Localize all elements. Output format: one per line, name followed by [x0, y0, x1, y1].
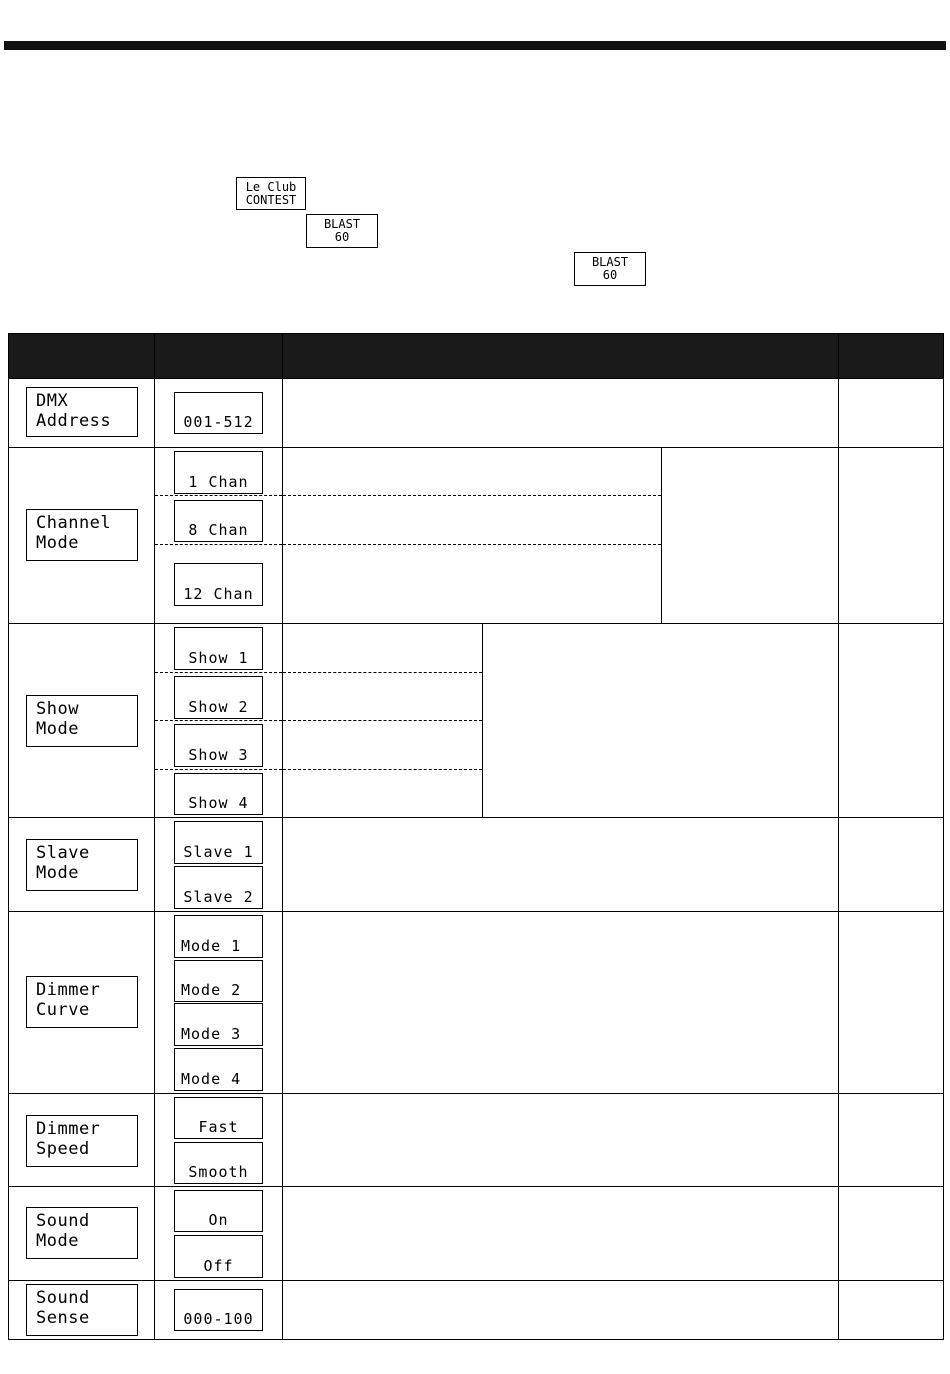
option-lcd: Slave 2 — [174, 866, 263, 909]
lcd-line: Dimmer — [36, 980, 101, 1000]
lcd-line: DMX — [36, 391, 69, 411]
lcd-line: Dimmer — [36, 1119, 101, 1139]
lcd-line: Sound — [36, 1211, 90, 1231]
option-lcd: Show 3 — [174, 724, 263, 767]
lcd-line: Mode — [36, 863, 79, 883]
lcd-line: Show — [36, 699, 79, 719]
column-divider — [482, 624, 483, 817]
lcd-line: Mode — [36, 719, 79, 739]
table-header — [9, 334, 944, 379]
row-divider — [155, 672, 282, 673]
option-lcd: Show 2 — [174, 676, 263, 719]
row-divider — [283, 495, 661, 496]
row-divider — [283, 544, 661, 545]
header-cell — [839, 334, 944, 379]
option-lcd: 000-100 — [174, 1289, 263, 1331]
table-row — [9, 448, 944, 624]
lcd-line: BLAST — [591, 255, 629, 270]
menu-lcd-sound-mode — [26, 1207, 138, 1259]
table-row — [9, 818, 944, 912]
header-cell — [155, 334, 283, 379]
option-lcd: Smooth — [174, 1142, 263, 1184]
option-lcd: Fast — [174, 1097, 263, 1139]
option-lcd: 001-512 — [174, 392, 263, 434]
lcd-line: Le Club — [245, 179, 297, 194]
table-row — [9, 1281, 944, 1340]
menu-table — [8, 333, 944, 1340]
row-divider — [283, 720, 482, 721]
lcd-line: CONTEST — [245, 192, 297, 207]
lcd-line: 60 — [602, 268, 618, 282]
lcd-line: Slave — [36, 843, 90, 863]
row-divider — [155, 544, 282, 545]
lcd-line: Mode — [36, 533, 79, 553]
option-lcd: 12 Chan — [174, 563, 263, 606]
lcd-le-club-contest — [236, 177, 306, 210]
lcd-line: 60 — [334, 230, 350, 244]
option-lcd: Mode 2 — [174, 960, 263, 1002]
option-lcd: 1 Chan — [174, 451, 263, 494]
menu-lcd-dmx-address — [26, 387, 138, 437]
column-divider — [661, 448, 662, 623]
lcd-blast-60 — [306, 214, 378, 248]
header-cell — [283, 334, 839, 379]
option-lcd: Mode 3 — [174, 1003, 263, 1046]
menu-lcd-sound-sense — [26, 1284, 138, 1336]
table-row — [9, 624, 944, 818]
lcd-line: Channel — [36, 513, 112, 533]
header-rule — [4, 41, 946, 50]
menu-lcd-dimmer-speed — [26, 1115, 138, 1167]
lcd-line: Address — [36, 411, 112, 431]
table-row — [9, 1094, 944, 1187]
option-lcd: Off — [174, 1235, 263, 1278]
option-lcd: 8 Chan — [174, 500, 263, 542]
header-cell — [9, 334, 155, 379]
option-lcd: Show 1 — [174, 627, 263, 670]
menu-lcd-slave-mode — [26, 839, 138, 891]
row-divider — [155, 495, 282, 496]
table-row — [9, 1187, 944, 1281]
option-lcd: Mode 1 — [174, 915, 263, 958]
lcd-line: Speed — [36, 1139, 90, 1159]
lcd-line: Sense — [36, 1308, 90, 1328]
lcd-line: BLAST — [323, 217, 361, 232]
lcd-line: Sound — [36, 1288, 90, 1308]
menu-lcd-channel-mode — [26, 509, 138, 561]
table-row — [9, 912, 944, 1094]
menu-lcd-dimmer-curve — [26, 976, 138, 1028]
option-lcd: Show 4 — [174, 773, 263, 815]
table-row — [9, 379, 944, 448]
option-lcd: Slave 1 — [174, 821, 263, 864]
lcd-line: Mode — [36, 1231, 79, 1251]
row-divider — [283, 769, 482, 770]
lcd-blast-60 — [574, 252, 646, 286]
row-divider — [155, 720, 282, 721]
option-lcd: Mode 4 — [174, 1048, 263, 1091]
option-lcd: On — [174, 1190, 263, 1232]
lcd-line: Curve — [36, 1000, 90, 1020]
row-divider — [283, 672, 482, 673]
row-divider — [155, 769, 282, 770]
menu-lcd-show-mode — [26, 695, 138, 747]
